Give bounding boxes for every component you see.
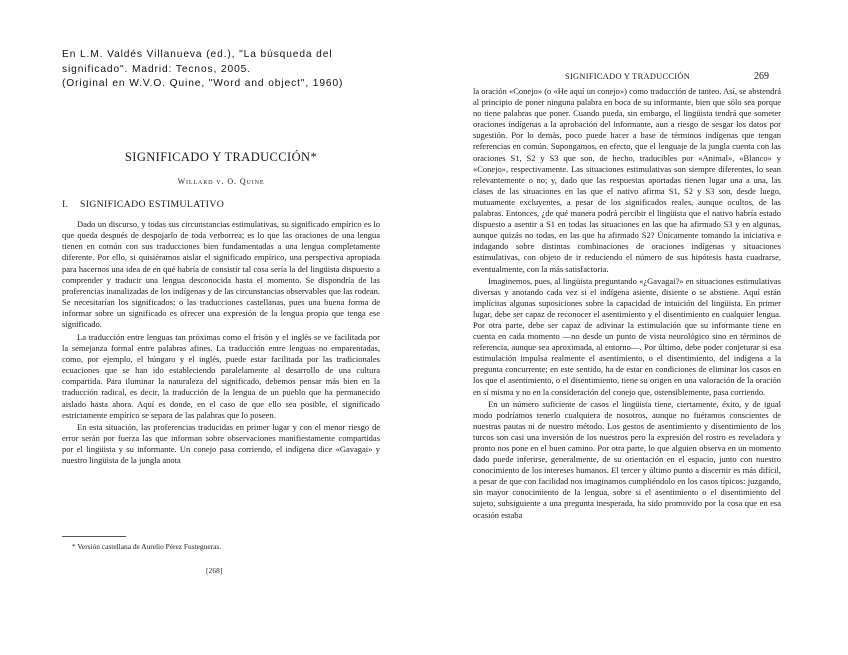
footnote: * Versión castellana de Aurelio Pérez Fustegueras. xyxy=(72,542,222,551)
chapter-title: SIGNIFICADO Y TRADUCCIÓN* xyxy=(124,150,318,164)
section-heading xyxy=(62,199,380,210)
paragraph: En un número suficiente de casos el lingüista tiene, ciertamente, éxito, y de igual modo podríamos tenerlo cualquiera de nosotros, aunque no fuéramos conscientes de nuestras pautas ni de nuestro método. Los gestos de asentimiento y disentimiento de los turcos son casi una inversión de los nuestros pero la expresión del rostro es reveladora y pronto nos pone en el buen camino. Por otra parte, lo que alguien observa en un momento dado puede inferirse, generalmente, de su orientación en el espacio, junto con nuestro conocimiento de los intereses humanos. El tercer y último punto a discernir es más difícil, a pesar de que con facilidad nos imaginamos cumpliéndolo en los casos típicos: juzgando, sin mayor conocimiento de la lengua, sobre si el asentimiento o el disentimiento del sujeto, subsiguiente a una pregunta inesperada, ha sido promovido por la cosa que en esa ocasión estaba xyxy=(473,398,781,520)
paragraph: Dado un discurso, y todas sus circunstancias estimulativas, su significado empírico es lo que queda después de despojarlo de toda verborrea; es lo que las oraciones de una lengua tienen en común con sus traducciones bien fundamentadas a una lengua completamente diferente. Por ello, si quisiéramos aislar el significado empírico, una perspectiva apropiada para hacernos una idea de en qué habría de consistir tal cosa sería la del lingüista dispuesto a comprender y traducir una lengua desconocida hasta el momento. Se dispondría de las proferencias inanalizadas de los indígenas y de las circunstancias observables que las rodean. Se necesitarían los significados; o las traducciones castellanas, pues una buena forma de informar sobre un significado es ofrecer una expresión de la lengua propia que tenga ese significado. xyxy=(62,219,380,330)
paragraph: Imaginemos, pues, al lingüista preguntando «¿Gavagai?» en situaciones estimulativas diversas y anotando cada vez si el indígena asiente, disiente o se abstiene. Aquí están implícitas algunas suposiciones sobre la capacidad de intuición del lingüista. En primer lugar, debe ser capaz de reconocer el asentimiento y el disentimiento en cualquier lengua. Por otra parte, debe ser capaz de adivinar la estimulación que su informante tiene en cuenta en cada momento —no desde un punto de vista neurológico sino en términos de referencia, aunque sea aproximada, al entorno—. Por último, debe poder conjeturar si esa estimulación impulsa realmente el asentimiento, o el disentimiento, del indígena a la pregunta concurrente; en este sentido, ha de estar en condiciones de eliminar los casos en los que el asentimiento, o el disentimiento, tiene su origen en una valoración de la oración en sí misma y no en la consideración del conejo que, ostensiblemente, pasa corriendo. xyxy=(473,275,781,397)
left-page xyxy=(62,150,380,466)
citation-note xyxy=(62,48,402,92)
section-title: SIGNIFICADO ESTIMULATIVO xyxy=(80,199,225,210)
paragraph: la oración «Conejo» (o «He aquí un conejo») como traducción de tanteo. Así, se abstendrá al principio de poner ninguna palabra en boca de su informante, bien que sólo sea porque no tiene palabras que poner. Cuando pueda, sin embargo, el lingüista tendrá que someter oraciones indígenas a la aprobación del informante, aun a riesgo de sesgar los datos por sugestión. Por lo demás, poco puede hacer a base de términos indígenas que tengan referencias en común. Supongamos, en efecto, que el lenguaje de la jungla cuenta con las oraciones S1, S2 y S3 que son, de hecho, traducibles por «Animal», «Blanco» y «Conejo», respectivamente. Las situaciones estimulativas son siempre diferentes, lo sean relevantemente o no; y, dado que las respuestas aportadas tienen lugar una a una, las clases de las situaciones en las que el nativo afirma S1, S2 y S3 son, desde luego, mutuamente excluyentes, a pesar de los significados reales, aunque ocultos, de las palabras. Entonces, ¿de qué manera podrá percibir el lingüista que el nativo habría estado dispuesto a asentir a S1 en todas las situaciones en las que ha afirmado S3 y en algunas, aunque quizás no todas, en las que ha afirmado S2? Únicamente tomando la iniciativa e indagando sobre distintas combinaciones de oraciones indígenas y situaciones estimulativas, con objeto de ir reduciendo el número de sus hipótesis hasta cuadrarse, eventualmente, con la más satisfactoria. xyxy=(473,86,781,274)
section-number: I. xyxy=(62,199,69,210)
paragraph: La traducción entre lenguas tan próximas como el frisón y el inglés se ve facilitada por la semejanza formal entre palabras afines. La traducción entre lenguas no emparentadas, como, por ejemplo, el húngaro y el inglés, puede estar facilitada por las tradicionales ecuaciones que se han ido estableciendo paralelamente al desarrollo de una cultura compartida. Para iluminar la naturaleza del significado, debemos pensar más bien en la traducción radical, es decir, la traducción de la lengua de un pueblo que ha permanecido aislado hasta ahora. Aquí es donde, en el caso de que ello sea posible, el significado estrictamente empírico se separa de las palabras que lo poseen. xyxy=(62,331,380,420)
chapter-author: Willard v. O. Quine xyxy=(177,177,265,186)
running-head: SIGNIFICADO Y TRADUCCIÓN xyxy=(565,72,691,81)
footnote-divider xyxy=(62,536,126,537)
citation-line: significado". Madrid: Tecnos, 2005. xyxy=(62,63,251,75)
right-page xyxy=(473,86,781,521)
paragraph: En esta situación, las proferencias traducidas en primer lugar y con el menor riesgo de error serán por fuerza las que informan sobre observaciones manifiestamente compartidas por el lingüista y su informante. Un conejo pasa corriendo, el indígena dice «Gavagai» y nuestro lingüista de la jungla anota xyxy=(62,421,380,466)
citation-line: En L.M. Valdés Villanueva (ed.), "La búsqueda del xyxy=(62,49,333,60)
citation-line: (Original en W.V.O. Quine, "Word and object", 1960) xyxy=(62,78,344,89)
page-number-left: [268] xyxy=(206,567,223,575)
page-number-right: 269 xyxy=(754,71,769,82)
